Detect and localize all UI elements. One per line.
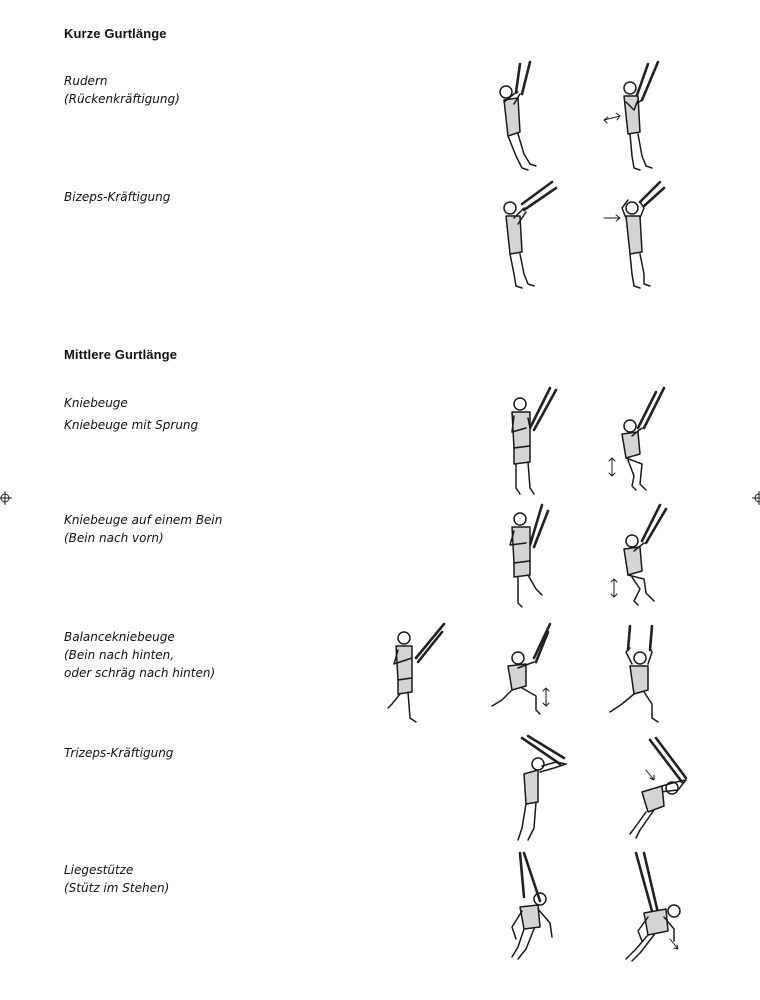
pushup-start-figure <box>500 851 564 969</box>
pushup-end-figure <box>618 851 682 969</box>
triceps-end-figure <box>622 734 686 852</box>
single-leg-squat-end-figure <box>606 501 670 619</box>
crosshair-registration-icon <box>752 491 760 505</box>
single-leg-squat-start-figure <box>500 501 564 619</box>
squat-start-figure <box>500 384 564 502</box>
balance-squat-start-figure <box>382 618 446 736</box>
exercise-label-rowing: Rudern (Rückenkräftigung) <box>64 74 180 106</box>
biceps-end-figure <box>600 178 664 296</box>
rowing-start-figure <box>490 60 554 178</box>
balance-squat-lunge-figure <box>488 618 552 736</box>
exercise-label-squat: Kniebeuge Kniebeuge mit Sprung <box>64 396 199 432</box>
section-heading-medium-strap: Mittlere Gurtlänge <box>64 347 178 362</box>
triceps-start-figure <box>502 734 566 852</box>
exercise-label-single-leg-squat: Kniebeuge auf einem Bein (Bein nach vorn) <box>64 513 223 545</box>
crosshair-registration-icon <box>0 491 12 505</box>
section-heading-short-strap: Kurze Gurtlänge <box>64 26 167 41</box>
exercise-label-pushup: Liegestütze (Stütz im Stehen) <box>64 863 170 895</box>
exercise-label-balance-squat: Balancekniebeuge (Bein nach hinten, oder schräg nach hinten) <box>64 630 216 680</box>
squat-jump-figure <box>606 384 670 502</box>
exercise-label-triceps: Trizeps-Kräftigung <box>64 746 174 760</box>
exercise-label-biceps: Bizeps-Kräftigung <box>64 190 171 204</box>
rowing-end-figure <box>600 60 664 178</box>
biceps-start-figure <box>494 178 558 296</box>
balance-squat-diagonal-figure <box>606 618 670 736</box>
